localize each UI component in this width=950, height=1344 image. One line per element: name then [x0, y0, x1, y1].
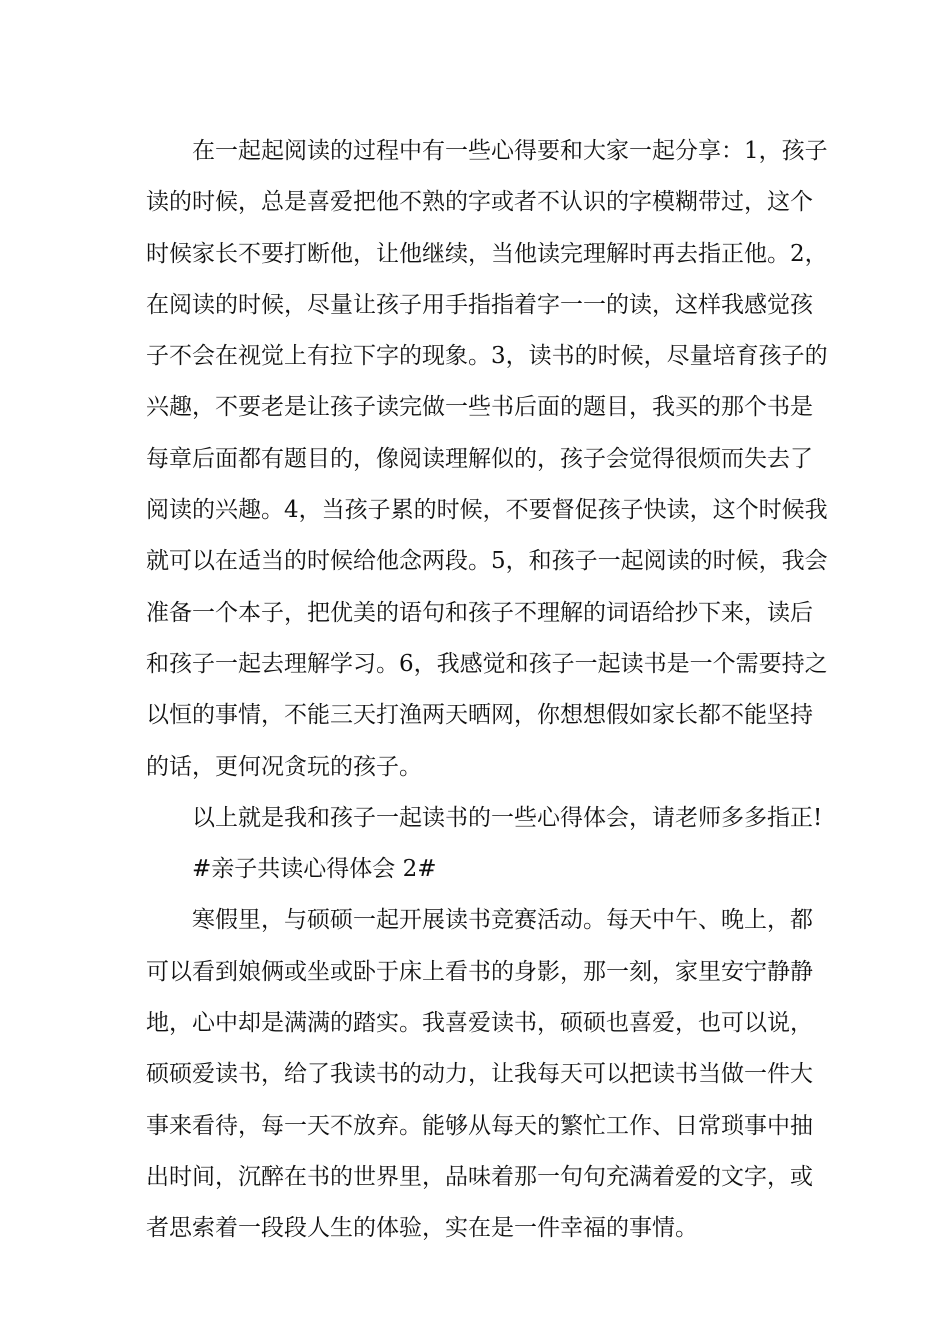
- text-line: 子不会在视觉上有拉下字的现象。3，读书的时候，尽量培育孩子的: [146, 343, 828, 370]
- paragraph-closing-remark: [146, 793, 823, 844]
- paragraph-winter-reading: [146, 895, 813, 1254]
- text-line: 地，心中却是满满的踏实。我喜爱读书，硕硕也喜爱，也可以说，: [146, 1010, 813, 1037]
- section-heading: [146, 844, 810, 895]
- text-line: 出时间，沉醉在书的世界里，品味着那一句句充满着爱的文字，或: [146, 1163, 813, 1190]
- text-line: 以恒的事情，不能三天打渔两天晒网，你想想假如家长都不能坚持: [146, 702, 813, 729]
- text-line: 在阅读的时候，尽量让孩子用手指指着字一一的读，这样我感觉孩: [146, 291, 813, 318]
- text-line: 准备一个本子，把优美的语句和孩子不理解的词语给抄下来，读后: [146, 599, 813, 626]
- text-line: 以上就是我和孩子一起读书的一些心得体会，请老师多多指正!: [192, 804, 823, 831]
- paragraph-reading-tips: [146, 126, 828, 793]
- text-line: 事来看待，每一天不放弃。能够从每天的繁忙工作、日常琐事中抽: [146, 1112, 813, 1139]
- text-line: 读的时候，总是喜爱把他不熟的字或者不认识的字模糊带过，这个: [146, 189, 813, 216]
- text-line: 和孩子一起去理解学习。6，我感觉和孩子一起读书是一个需要持之: [146, 650, 828, 677]
- text-line: 时候家长不要打断他，让他继续，当他读完理解时再去指正他。2，: [146, 240, 828, 267]
- text-line: 阅读的兴趣。4，当孩子累的时候，不要督促孩子快读，这个时候我: [146, 497, 828, 524]
- heading-line: #亲子共读心得体会 2#: [192, 856, 437, 883]
- text-line: 兴趣，不要老是让孩子读完做一些书后面的题目，我买的那个书是: [146, 394, 813, 421]
- text-line: 可以看到娘俩或坐或卧于床上看书的身影，那一刻，家里安宁静静: [146, 958, 813, 985]
- text-line: 就可以在适当的时候给他念两段。5，和孩子一起阅读的时候，我会: [146, 548, 828, 575]
- text-line: 者思索着一段段人生的体验，实在是一件幸福的事情。: [146, 1215, 698, 1242]
- text-line: 每章后面都有题目的，像阅读理解似的，孩子会觉得很烦而失去了: [146, 445, 813, 472]
- text-line: 寒假里，与硕硕一起开展读书竞赛活动。每天中午、晚上，都: [192, 907, 813, 934]
- text-line: 在一起起阅读的过程中有一些心得要和大家一起分享：1，孩子: [192, 138, 828, 164]
- text-line: 硕硕爱读书，给了我读书的动力，让我每天可以把读书当做一件大: [146, 1061, 813, 1088]
- document-body: [146, 126, 828, 1255]
- text-line: 的话，更何况贪玩的孩子。: [146, 753, 422, 780]
